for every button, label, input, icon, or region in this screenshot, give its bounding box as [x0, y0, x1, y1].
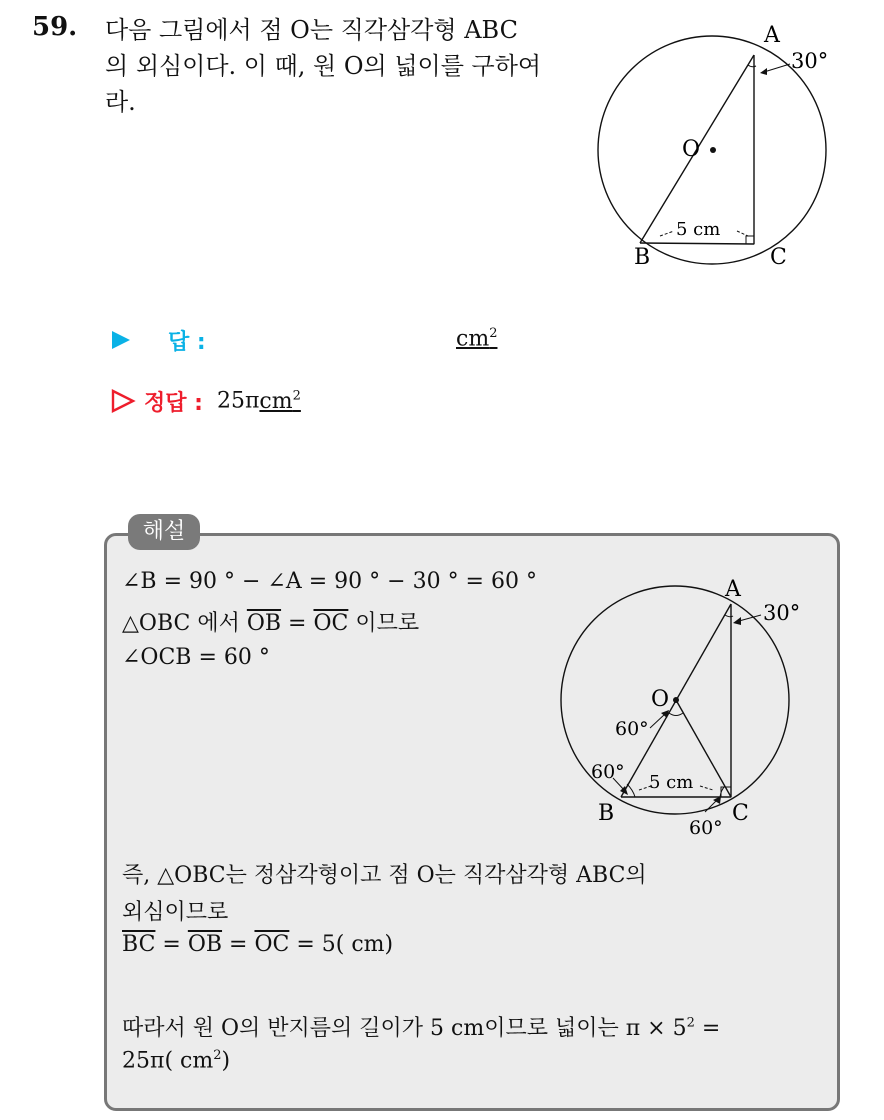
solution-line-7-post: =	[694, 1016, 721, 1041]
solution-line-2-pre: △OBC 에서	[122, 611, 247, 636]
center-point	[710, 147, 716, 153]
measure-tick-right-2	[700, 786, 713, 790]
arrowhead-A-2	[733, 617, 741, 625]
label-angle-C: 60°	[689, 817, 723, 839]
triangle-circle-figure	[590, 18, 850, 278]
solution-line-8-post: )	[221, 1048, 231, 1074]
angle-arc-A	[748, 65, 756, 67]
label-angle-A-2: 30°	[763, 601, 801, 625]
measure-tick-right	[737, 231, 748, 236]
solution-tab: 해설	[128, 514, 200, 550]
solution-line-6-end: = 5( cm)	[289, 932, 394, 957]
solution-line-4: 즉, △OBC는 정삼각형이고 점 O는 직각삼각형 ABC의	[122, 863, 647, 888]
play-triangle-icon	[110, 329, 132, 351]
right-angle-mark	[746, 236, 754, 244]
solution-figure	[555, 572, 815, 842]
question-text	[105, 12, 575, 120]
solution-line-8	[122, 1048, 230, 1073]
correct-answer-row	[110, 384, 301, 418]
label-C-2: C	[732, 801, 749, 826]
label-A: A	[764, 23, 780, 48]
angle-arrow-A	[764, 64, 790, 72]
label-A-2: A	[725, 577, 741, 602]
solution-line-2	[122, 606, 419, 637]
label-side-BC: 5 cm	[676, 219, 721, 240]
measure-tick-left	[660, 231, 674, 236]
segment-OB-2: $\overline{OB}$	[187, 932, 223, 957]
solution-line-3: ∠OCB = 60 °	[122, 645, 270, 670]
angle-arc-O	[669, 713, 683, 716]
label-B-2: B	[598, 801, 615, 826]
segment-OB: $\overline{OB}$	[246, 611, 282, 636]
angle-arrow-O	[650, 714, 665, 728]
correct-value	[217, 388, 301, 413]
solution-line-2-eq: =	[281, 611, 314, 636]
correct-number: 25π	[216, 388, 260, 414]
label-O-2: O	[651, 687, 670, 712]
center-point-2	[673, 697, 679, 703]
correct-unit-exp: 2	[292, 388, 301, 404]
question-number: 59.	[32, 12, 78, 42]
answer-label: 답 :	[168, 329, 206, 355]
label-side-BC-2: 5 cm	[649, 772, 694, 793]
segment-OC-2: $\overline{OC}$	[254, 932, 290, 957]
solution-line-6	[122, 932, 393, 957]
answer-unit-exp: 2	[489, 326, 498, 341]
angle-arc-B	[627, 784, 635, 797]
question-line-3: 라.	[105, 88, 136, 116]
solution-line-7-pre: 따라서 원 O의 반지름의 길이가 5 cm이므로 넓이는 π × 5	[122, 1016, 687, 1041]
label-angle-O: 60°	[615, 718, 649, 740]
correct-label: 정답 :	[144, 390, 203, 416]
segment-BC: $\overline{BC}$	[122, 932, 156, 957]
question-line-1: 다음 그림에서 점 O는 직각삼각형 ABC	[105, 16, 518, 44]
label-C: C	[770, 245, 787, 270]
question-line-2: 의 외심이다. 이 때, 원 O의 넓이를 구하여	[105, 52, 542, 80]
angle-arrow-A-2	[739, 615, 761, 621]
solution-line-5: 외심이므로	[122, 900, 229, 925]
solution-line-1: ∠B = 90 ° − ∠A = 90 ° − 30 ° = 60 °	[122, 569, 537, 594]
label-B: B	[634, 245, 651, 270]
solution-line-8-exp: 2	[213, 1048, 222, 1063]
solution-line-8-pre: 25π( cm	[122, 1048, 214, 1074]
outline-triangle-icon	[110, 388, 136, 414]
segment-OC: $\overline{OC}$	[313, 611, 349, 636]
answer-unit	[456, 326, 497, 351]
side-BC	[640, 243, 754, 244]
solution-line-7	[122, 1011, 720, 1042]
label-angle-B: 60°	[591, 761, 625, 783]
solution-line-6-eq1: =	[155, 932, 188, 957]
label-O: O	[682, 137, 701, 162]
solution-line-6-eq2: =	[222, 932, 255, 957]
solution-line-7-exp: 2	[686, 1015, 695, 1031]
correct-unit-main: cm	[259, 388, 293, 414]
answer-row	[110, 323, 206, 357]
answer-unit-main: cm	[456, 326, 490, 352]
solution-line-2-post: 이므로	[348, 611, 420, 636]
angle-arc-A-2	[725, 615, 733, 617]
arrowhead-A	[760, 68, 767, 75]
label-angle-A: 30°	[791, 49, 829, 73]
